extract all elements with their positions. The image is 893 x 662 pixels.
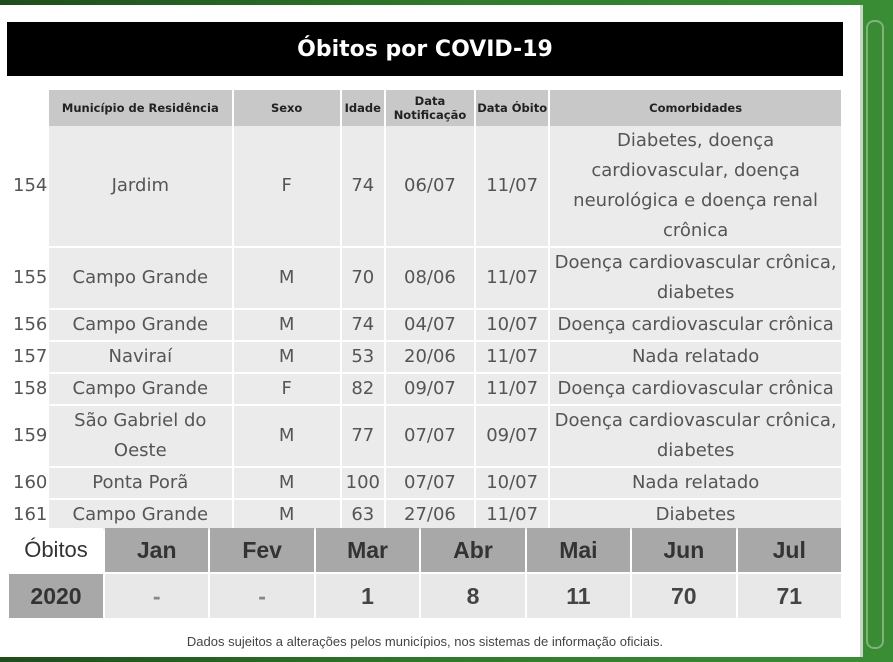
municipio-cell: Jardim [49, 126, 231, 246]
obito-cell: 11/07 [476, 372, 548, 404]
month-jan: Jan [105, 528, 208, 572]
sexo-cell: M [234, 404, 340, 466]
col-comorbidades: Comorbidades [550, 90, 841, 126]
value-jul: 71 [738, 574, 841, 618]
sexo-cell: M [234, 246, 340, 308]
page-title: Óbitos por COVID-19 [7, 22, 843, 76]
municipio-cell: Campo Grande [49, 372, 231, 404]
municipio-cell: São Gabriel do Oeste [49, 404, 231, 466]
month-jun: Jun [632, 528, 735, 572]
footnote: Dados sujeitos a alterações pelos municípios, nos sistemas de informação oficiais. [186, 634, 664, 649]
row-number: 159 [9, 404, 47, 466]
table-row [9, 246, 841, 308]
municipio-cell: Campo Grande [49, 308, 231, 340]
value-abr: 8 [421, 574, 524, 618]
sexo-cell: M [234, 308, 340, 340]
col-data-obito: Data Óbito [476, 90, 548, 126]
obito-cell: 11/07 [476, 126, 548, 246]
obito-cell: 10/07 [476, 466, 548, 498]
comorbidades-cell: Nada relatado [550, 340, 841, 372]
comorbidades-cell: Diabetes [550, 498, 841, 530]
municipio-cell: Campo Grande [49, 246, 231, 308]
months-values-row [9, 574, 841, 618]
comorbidades-cell: Doença cardiovascular crônica [550, 372, 841, 404]
header-blank [9, 90, 47, 126]
table-row [9, 466, 841, 498]
idade-cell: 74 [342, 308, 384, 340]
sexo-cell: F [234, 372, 340, 404]
obito-cell: 11/07 [476, 340, 548, 372]
obito-cell: 11/07 [476, 246, 548, 308]
col-municipio: Município de Residência [49, 90, 231, 126]
scroll-frame [866, 20, 884, 649]
value-mai: 11 [527, 574, 630, 618]
comorbidades-cell: Doença cardiovascular crônica, diabetes [550, 246, 841, 308]
row-number: 161 [9, 498, 47, 530]
month-mai: Mai [527, 528, 630, 572]
month-fev: Fev [210, 528, 313, 572]
idade-cell: 82 [342, 372, 384, 404]
comorbidades-cell: Nada relatado [550, 466, 841, 498]
sexo-cell: M [234, 466, 340, 498]
obito-cell: 09/07 [476, 404, 548, 466]
idade-cell: 77 [342, 404, 384, 466]
idade-cell: 74 [342, 126, 384, 246]
value-jan: - [105, 574, 208, 618]
deaths-table-header [9, 90, 841, 126]
months-header-row [9, 528, 841, 572]
col-sexo: Sexo [234, 90, 340, 126]
comorbidades-cell: Doença cardiovascular crônica, diabetes [550, 404, 841, 466]
comorbidades-cell: Diabetes, doença cardiovascular, doença neurológica e doença renal crônica [550, 126, 841, 246]
obito-cell: 11/07 [476, 498, 548, 530]
deaths-table [7, 90, 843, 530]
month-jul: Jul [738, 528, 841, 572]
monthly-deaths-table [7, 526, 843, 620]
value-mar: 1 [316, 574, 419, 618]
obitos-label: Óbitos [9, 528, 103, 572]
col-idade: Idade [342, 90, 384, 126]
idade-cell: 53 [342, 340, 384, 372]
idade-cell: 100 [342, 466, 384, 498]
table-row [9, 404, 841, 466]
notificacao-cell: 09/07 [386, 372, 474, 404]
month-abr: Abr [421, 528, 524, 572]
obito-cell: 10/07 [476, 308, 548, 340]
value-fev: - [210, 574, 313, 618]
notificacao-cell: 04/07 [386, 308, 474, 340]
table-row [9, 372, 841, 404]
idade-cell: 63 [342, 498, 384, 530]
municipio-cell: Ponta Porã [49, 466, 231, 498]
table-row [9, 308, 841, 340]
sexo-cell: M [234, 340, 340, 372]
sexo-cell: M [234, 498, 340, 530]
value-jun: 70 [632, 574, 735, 618]
row-number: 160 [9, 466, 47, 498]
comorbidades-cell: Doença cardiovascular crônica [550, 308, 841, 340]
col-data-notificacao: Data Notificação [386, 90, 474, 126]
row-number: 157 [9, 340, 47, 372]
notificacao-cell: 06/07 [386, 126, 474, 246]
row-number: 156 [9, 308, 47, 340]
year-label: 2020 [9, 574, 103, 618]
sexo-cell: F [234, 126, 340, 246]
row-number: 154 [9, 126, 47, 246]
notificacao-cell: 08/06 [386, 246, 474, 308]
municipio-cell: Campo Grande [49, 498, 231, 530]
table-row [9, 340, 841, 372]
row-number: 155 [9, 246, 47, 308]
notificacao-cell: 07/07 [386, 466, 474, 498]
notificacao-cell: 20/06 [386, 340, 474, 372]
notificacao-cell: 07/07 [386, 404, 474, 466]
table-row [9, 126, 841, 246]
row-number: 158 [9, 372, 47, 404]
month-mar: Mar [316, 528, 419, 572]
municipio-cell: Naviraí [49, 340, 231, 372]
notificacao-cell: 27/06 [386, 498, 474, 530]
idade-cell: 70 [342, 246, 384, 308]
